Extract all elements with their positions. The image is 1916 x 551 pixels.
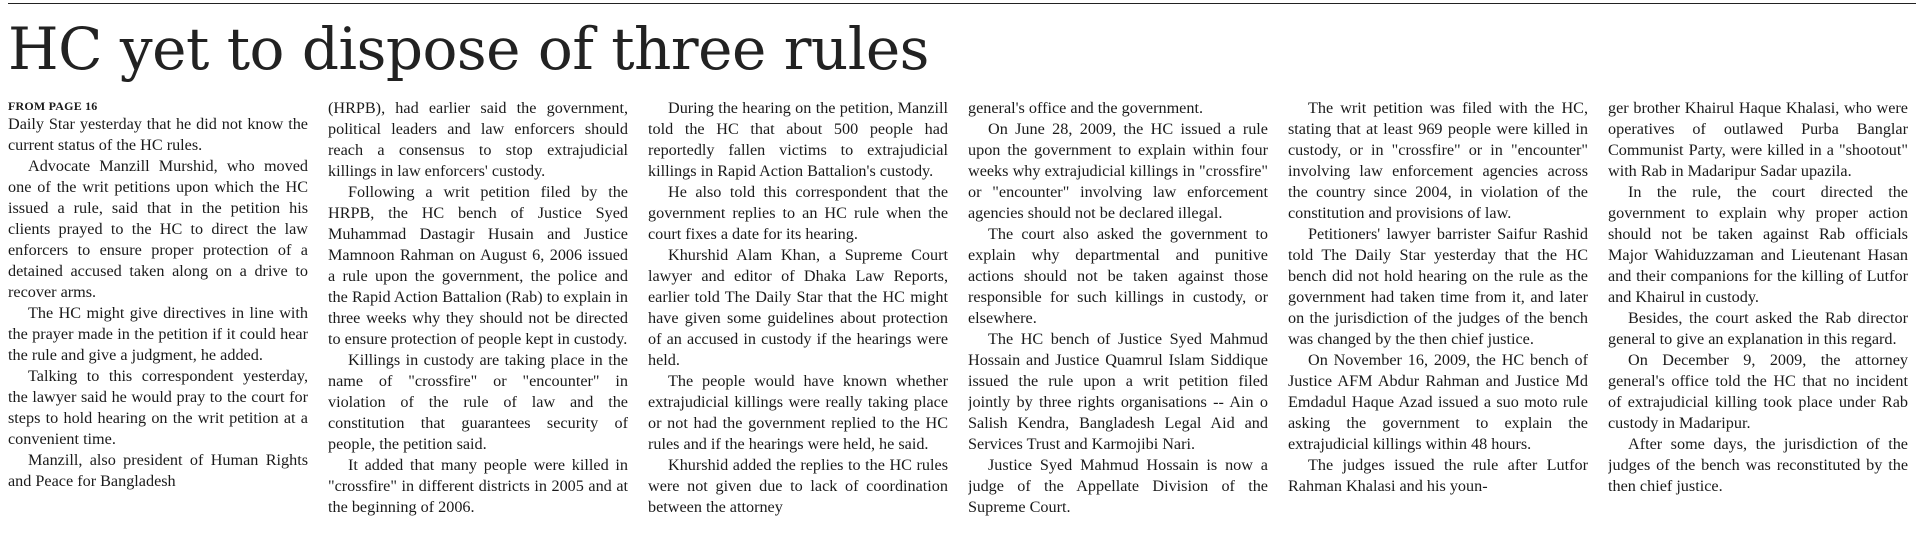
column-1 [8, 98, 308, 551]
paragraph: On December 9, 2009, the attorney general's office told the HC that no incident of extrajudicial killing took place under Rab custody in Madaripur. [1608, 351, 1908, 432]
paragraph: ger brother Khairul Haque Khalasi, who were operatives of outlawed Purba Banglar Communist Party, were killed in a "shootout" with Rab in Madaripur Sadar upazila. [1608, 99, 1908, 180]
paragraph: After some days, the jurisdiction of the judges of the bench was reconstituted by the then chief justice. [1608, 435, 1908, 495]
paragraph: He also told this correspondent that the government replies to an HC rule when the court fixes a date for its hearing. [648, 183, 948, 243]
column-6 [1608, 98, 1908, 551]
paragraph: Advocate Manzill Murshid, who moved one of the writ petitions upon which the HC issued a rule, said that in the petition his clients prayed to the HC to direct the law enforcers to ensure proper protection of a detained accused taken along on a drive to recover arms. [8, 157, 308, 301]
paragraph: On November 16, 2009, the HC bench of Justice AFM Abdur Rahman and Justice Md Emdadul Haque Azad issued a suo moto rule asking the government to explain the extrajudicial killings within 48 hours. [1288, 351, 1588, 453]
paragraph: The judges issued the rule after Lutfor Rahman Khalasi and his youn- [1288, 456, 1588, 495]
paragraph: The HC bench of Justice Syed Mahmud Hossain and Justice Quamrul Islam Siddique issued the rule upon a writ petition filed jointly by three rights organisations -- Ain o Salish Kendra, Bangladesh Legal Aid and Services Trust and Karmojibi Nari. [968, 330, 1268, 453]
headline: HC yet to dispose of three rules [8, 15, 929, 83]
paragraph: The writ petition was filed with the HC, stating that at least 969 people were killed in custody, or in "crossfire" or in "encounter" involving law enforcement agencies across the country since 2004, in violation of the constitution and provisions of law. [1288, 99, 1588, 222]
paragraph: Talking to this correspondent yesterday, the lawyer said he would pray to the court for steps to hold hearing on the writ petition at a convenient time. [8, 367, 308, 448]
column-5 [1288, 98, 1588, 551]
paragraph: The court also asked the government to explain why departmental and punitive actions should not be taken against those responsible for such killings in custody, or elsewhere. [968, 225, 1268, 327]
paragraph: Besides, the court asked the Rab director general to give an explanation in this regard. [1608, 309, 1908, 348]
paragraph: On June 28, 2009, the HC issued a rule upon the government to explain within four weeks why extrajudicial killings in "crossfire" or "encounter" involving law enforcement agencies should not be declared illegal. [968, 120, 1268, 222]
paragraph: The people would have known whether extrajudicial killings were really taking place or not had the government replied to the HC rules and if the hearings were held, he said. [648, 372, 948, 453]
paragraph: Killings in custody are taking place in the name of "crossfire" or "encounter" in violation of the rule of law and the constitution that guarantees security of people, the petition said. [328, 351, 628, 453]
paragraph: Manzill, also president of Human Rights and Peace for Bangladesh [8, 451, 308, 490]
paragraph: During the hearing on the petition, Manzill told the HC that about 500 people had reportedly fallen victims to extrajudicial killings in Rapid Action Battalion's custody. [648, 99, 948, 180]
paragraph: Following a writ petition filed by the HRPB, the HC bench of Justice Syed Muhammad Dastagir Husain and Justice Mamnoon Rahman on August 6, 2006 issued a rule upon the government, the police and the Rapid Action Battalion (Rab) to explain in three weeks why they should not be directed to ensure protection of people kept in custody. [328, 183, 628, 348]
paragraph: (HRPB), had earlier said the government, political leaders and law enforcers should reach a consensus to stop extrajudicial killings in law enforcers' custody. [328, 99, 628, 180]
paragraph: It added that many people were killed in "crossfire" in different districts in 2005 and at the beginning of 2006. [328, 456, 628, 516]
paragraph: The HC might give directives in line with the prayer made in the petition if it could hear the rule and give a judgment, he added. [8, 304, 308, 364]
article-body [8, 98, 1908, 551]
column-2 [328, 98, 628, 551]
paragraph: Khurshid Alam Khan, a Supreme Court lawyer and editor of Dhaka Law Reports, earlier told The Daily Star that the HC might have given some guidelines about protection of an accused in custody if the hearings were held. [648, 246, 948, 369]
paragraph: In the rule, the court directed the government to explain why proper action should not be taken against Rab officials Major Wahiduzzaman and Lieutenant Hasan and their companions for the killing of Lutfor and Khairul in custody. [1608, 183, 1908, 306]
column-4 [968, 98, 1268, 551]
continued-from-label: FROM PAGE 16 [8, 99, 98, 113]
column-3 [648, 98, 948, 551]
paragraph: Khurshid added the replies to the HC rules were not given due to lack of coordination between the attorney [648, 456, 948, 516]
paragraph: Petitioners' lawyer barrister Saifur Rashid told The Daily Star yesterday that the HC bench did not hold hearing on the rule as the government had taken time from it, and later on the jurisdiction of the judges of the bench was changed by the then chief justice. [1288, 225, 1588, 348]
paragraph: general's office and the government. [968, 99, 1203, 117]
paragraph: Daily Star yesterday that he did not know the current status of the HC rules. [8, 115, 308, 154]
top-rule [8, 3, 1916, 4]
paragraph: Justice Syed Mahmud Hossain is now a judge of the Appellate Division of the Supreme Court. [968, 456, 1268, 516]
